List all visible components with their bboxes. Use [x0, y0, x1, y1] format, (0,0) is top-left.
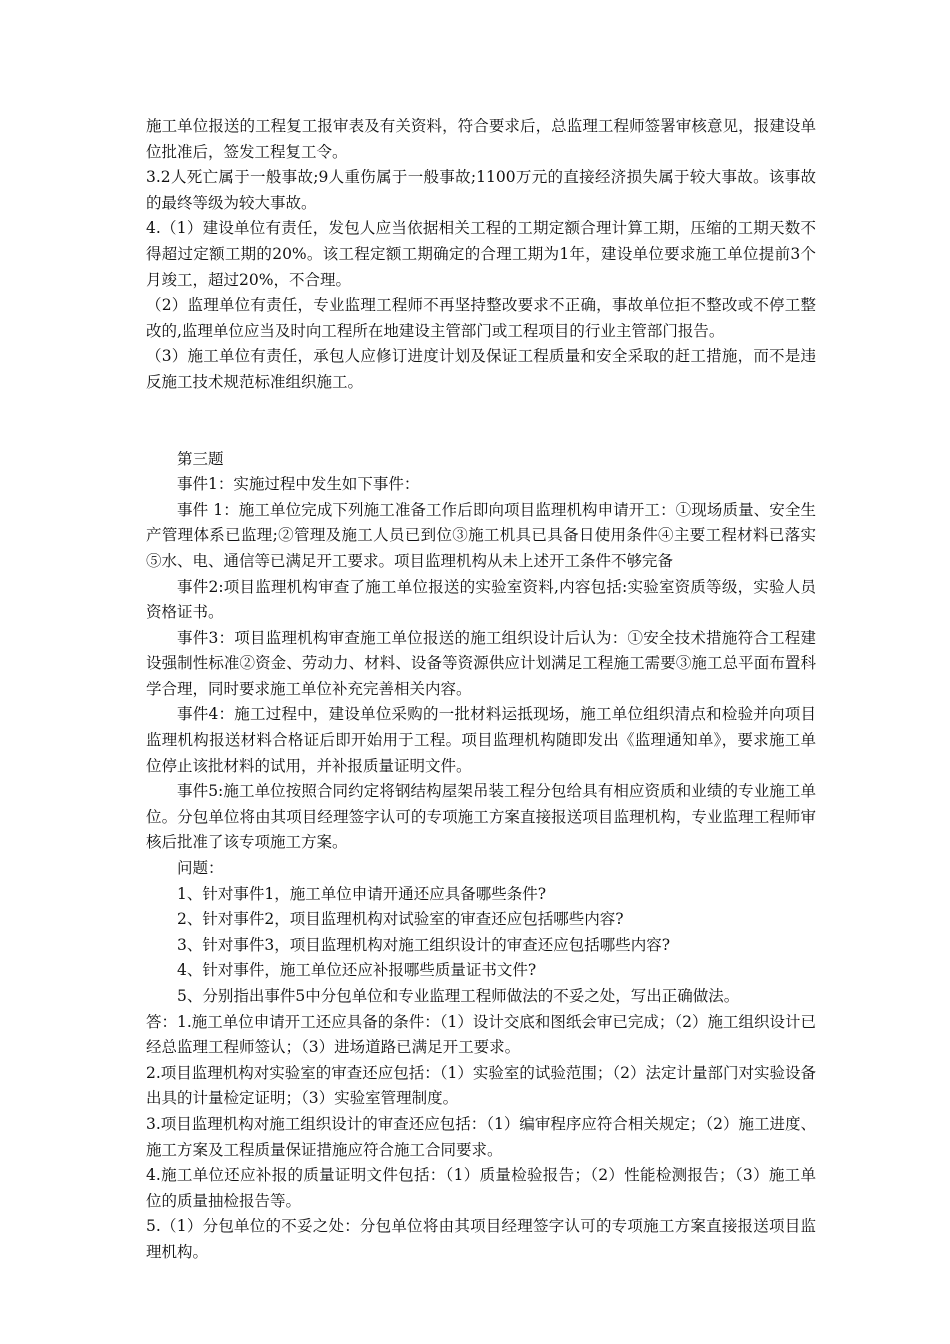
answer-paragraph: 2.项目监理机构对实验室的审查还应包括：（1）实验室的试验范围；（2）法定计量部门对实验设备出具的计量检定证明；（3）实验室管理制度。 — [146, 1063, 817, 1108]
answer-paragraph: 3.项目监理机构对施工组织设计的审查还应包括：（1）编审程序应符合相关规定；（2）施工进度、施工方案及工程质量保证措施应符合施工合同要求。 — [146, 1114, 817, 1159]
question-item: 1、针对事件1，施工单位申请开通还应具备哪些条件? — [177, 884, 547, 903]
answer-paragraph: 答：1.施工单位申请开工还应具备的条件：（1）设计交底和图纸会审已完成；（2）施工组织设计已经总监理工程师签认；（3）进场道路已满足开工要求。 — [146, 1012, 817, 1057]
paragraph: 事件 1：施工单位完成下列施工准备工作后即向项目监理机构申请开工：①现场质量、安全生产管理体系已监理;②管理及施工人员已到位③施工机具已具备日使用条件④主要工程材料已落实⑤水、电、通信等已满足开工要求。项目监理机构从未上述开工条件不够完备 — [146, 500, 816, 570]
answer-paragraph: 4.施工单位还应补报的质量证明文件包括：（1）质量检验报告；（2）性能检测报告；（3）施工单位的质量抽检报告等。 — [146, 1166, 816, 1210]
question-item: 2、针对事件2，项目监理机构对试验室的审查还应包括哪些内容? — [177, 910, 624, 929]
blank-line — [146, 396, 816, 447]
paragraph: （3）施工单位有责任，承包人应修订进度计划及保证工程质量和安全采取的赶工措施，而不是违反施工技术规范标准组织施工。 — [146, 347, 816, 391]
paragraph: 事件4：施工过程中，建设单位采购的一批材料运抵现场，施工单位组织清点和检验并向项目监理机构报送材料合格证后即开始用于工程。项目监理机构随即发出《监理通知单》，要求施工单位停止该批材料的试用，并补报质量证明文件。 — [146, 705, 816, 775]
paragraph: 事件2:项目监理机构审查了施工单位报送的实验室资料,内容包括:实验室资质等级，实验人员资格证书。 — [146, 577, 816, 622]
question-item: 5、分别指出事件5中分包单位和专业监理工程师做法的不妥之处，写出正确做法。 — [177, 987, 740, 1005]
paragraph: 4.（1）建设单位有责任，发包人应当依据相关工程的工期定额合理计算工期，压缩的工期天数不得超过定额工期的20%。该工程定额工期确定的合理工期为1年，建设单位要求施工单位提前3个月竣工，超过20%，不合理。 — [146, 219, 816, 289]
section-heading: 第三题 — [177, 449, 224, 468]
paragraph: 3.2人死亡属于一般事故;9人重伤属于一般事故;1100万元的直接经济损失属于较大事故。该事故的最终等级为较大事故。 — [146, 168, 816, 212]
answer-paragraph: 5.（1）分包单位的不妥之处：分包单位将由其项目经理签字认可的专项施工方案直接报送项目监理机构。 — [146, 1217, 816, 1261]
document-page — [146, 114, 816, 1266]
paragraph: 事件1：实施过程中发生如下事件： — [177, 475, 420, 494]
paragraph: 事件3：项目监理机构审查施工单位报送的施工组织设计后认为：①安全技术措施符合工程建设强制性标准②资金、劳动力、材料、设备等资源供应计划满足工程施工需要③施工总平面布置科学合理，同时要求施工单位补充完善相关内容。 — [146, 628, 816, 698]
paragraph: （2）监理单位有责任，专业监理工程师不再坚持整改要求不正确，事故单位拒不整改或不停工整改的,监理单位应当及时向工程所在地建设主管部门或工程项目的行业主管部门报告。 — [146, 296, 816, 340]
paragraph: 事件5:施工单位按照合同约定将钢结构屋架吊装工程分包给具有相应资质和业绩的专业施工单位。分包单位将由其项目经理签字认可的专项施工方案直接报送项目监理机构，专业监理工程师审核后批准了该专项施工方案。 — [146, 782, 816, 852]
questions-heading: 问题： — [177, 859, 224, 878]
question-item: 3、针对事件3，项目监理机构对施工组织设计的审查还应包括哪些内容? — [177, 935, 671, 954]
paragraph: 施工单位报送的工程复工报审表及有关资料，符合要求后，总监理工程师签署审核意见，报建设单位批准后，签发工程复工令。 — [146, 117, 816, 161]
question-item: 4、针对事件，施工单位还应补报哪些质量证书文件? — [177, 961, 537, 980]
